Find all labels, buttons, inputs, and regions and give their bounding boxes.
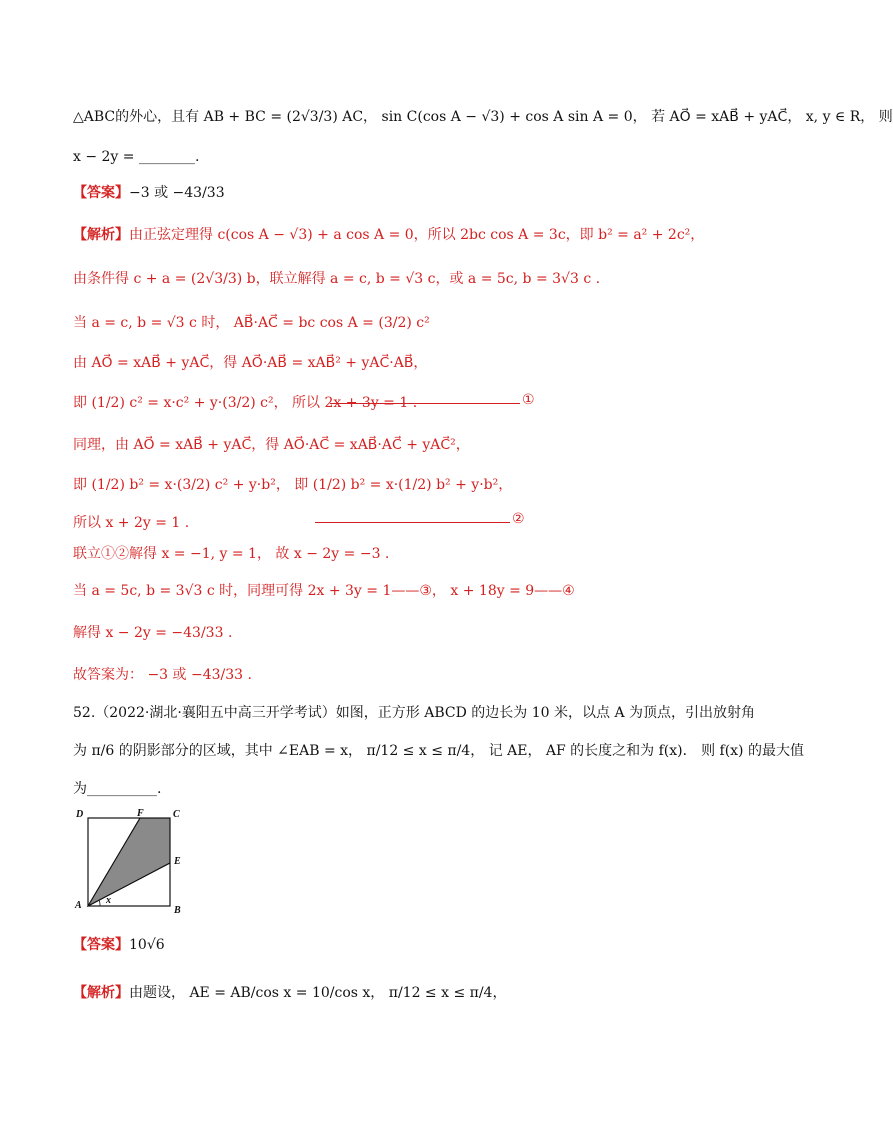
label-c: C <box>173 809 180 820</box>
label-b: B <box>174 905 181 916</box>
label-e: E <box>174 856 181 867</box>
answer-51-value: −3 或 −43/33 <box>129 185 225 201</box>
problem-52-line-3: 为__________. <box>73 781 162 797</box>
analysis-52-text: 由题设， AE = AB/cos x = 10/cos x， π/12 ≤ x ≤ π/4， <box>129 985 507 1001</box>
angle-arc <box>99 900 100 906</box>
answer-52-value: 10√6 <box>129 937 165 953</box>
answer-label: 【答案】 <box>73 937 129 953</box>
analysis-51-line-5: 即 (1/2) c² = x·c² + y·(3/2) c²， 所以 2x + 3y = 1 . <box>73 395 418 411</box>
analysis-51-line-2: 由条件得 c + a = (2√3/3) b，联立解得 a = c, b = √3 c，或 a = 5c, b = 3√3 c . <box>73 271 601 287</box>
label-x: x <box>106 895 111 906</box>
analysis-51-line-3: 当 a = c, b = √3 c 时， AB⃗·AC⃗ = bc cos A = (3/2) c² <box>73 315 430 331</box>
analysis-51-line-11: 解得 x − 2y = −43/33 . <box>73 625 233 641</box>
answer-51 <box>73 182 225 204</box>
circled-two: ② <box>512 511 525 527</box>
analysis-51-line-9: 联立①②解得 x = −1, y = 1， 故 x − 2y = −3 . <box>73 546 390 562</box>
answer-label: 【答案】 <box>73 185 129 201</box>
equation-leader-1 <box>330 403 520 404</box>
answer-52 <box>73 934 165 956</box>
analysis-51-line-12: 故答案为： −3 或 −43/33 . <box>73 667 252 683</box>
shaded-region <box>88 818 170 906</box>
analysis-51-line-10: 当 a = 5c, b = 3√3 c 时，同理可得 2x + 3y = 1——③， x + 18y = 9——④ <box>73 583 575 599</box>
label-f: F <box>137 808 144 819</box>
label-a: A <box>75 900 82 911</box>
analysis-51-line-1 <box>73 224 704 246</box>
square-figure <box>70 806 195 918</box>
problem-51-stem-line-1: △ABC的外心，且有 AB + BC = (2√3/3) AC， sin C(cos A − √3) + cos A sin A = 0， 若 AO⃗ = xAB⃗ + yAC⃗， x, y ∈ R， 则 <box>73 109 893 125</box>
analysis-52 <box>73 982 506 1004</box>
analysis-51-line-7: 即 (1/2) b² = x·(3/2) c² + y·b²， 即 (1/2) b² = x·(1/2) b² + y·b²， <box>73 477 513 493</box>
analysis-51-line-4: 由 AO⃗ = xAB⃗ + yAC⃗，得 AO⃗·AB⃗ = xAB⃗² + yAC⃗·AB⃗， <box>73 355 428 371</box>
analysis-label: 【解析】 <box>73 227 129 243</box>
analysis-51-line-6: 同理，由 AO⃗ = xAB⃗ + yAC⃗，得 AO⃗·AC⃗ = xAB⃗·AC⃗ + yAC⃗²， <box>73 437 470 453</box>
circled-one: ① <box>522 392 535 408</box>
problem-51-stem-line-2: x − 2y = ________. <box>73 149 200 165</box>
problem-52-line-1: 52.（2022·湖北·襄阳五中高三开学考试）如图，正方形 ABCD 的边长为 10 米，以点 A 为顶点，引出放射角 <box>73 705 756 721</box>
label-d: D <box>76 809 84 820</box>
equation-leader-2 <box>315 522 510 523</box>
problem-52-line-2: 为 π/6 的阴影部分的区域，其中 ∠EAB = x， π/12 ≤ x ≤ π/4， 记 AE， AF 的长度之和为 f(x)． 则 f(x) 的最大值 <box>73 743 804 759</box>
analysis-label: 【解析】 <box>73 985 129 1001</box>
analysis-51-line-8: 所以 x + 2y = 1 . <box>73 515 190 531</box>
analysis-51-text: 由正弦定理得 c(cos A − √3) + a cos A = 0，所以 2bc cos A = 3c，即 b² = a² + 2c²， <box>129 227 705 243</box>
